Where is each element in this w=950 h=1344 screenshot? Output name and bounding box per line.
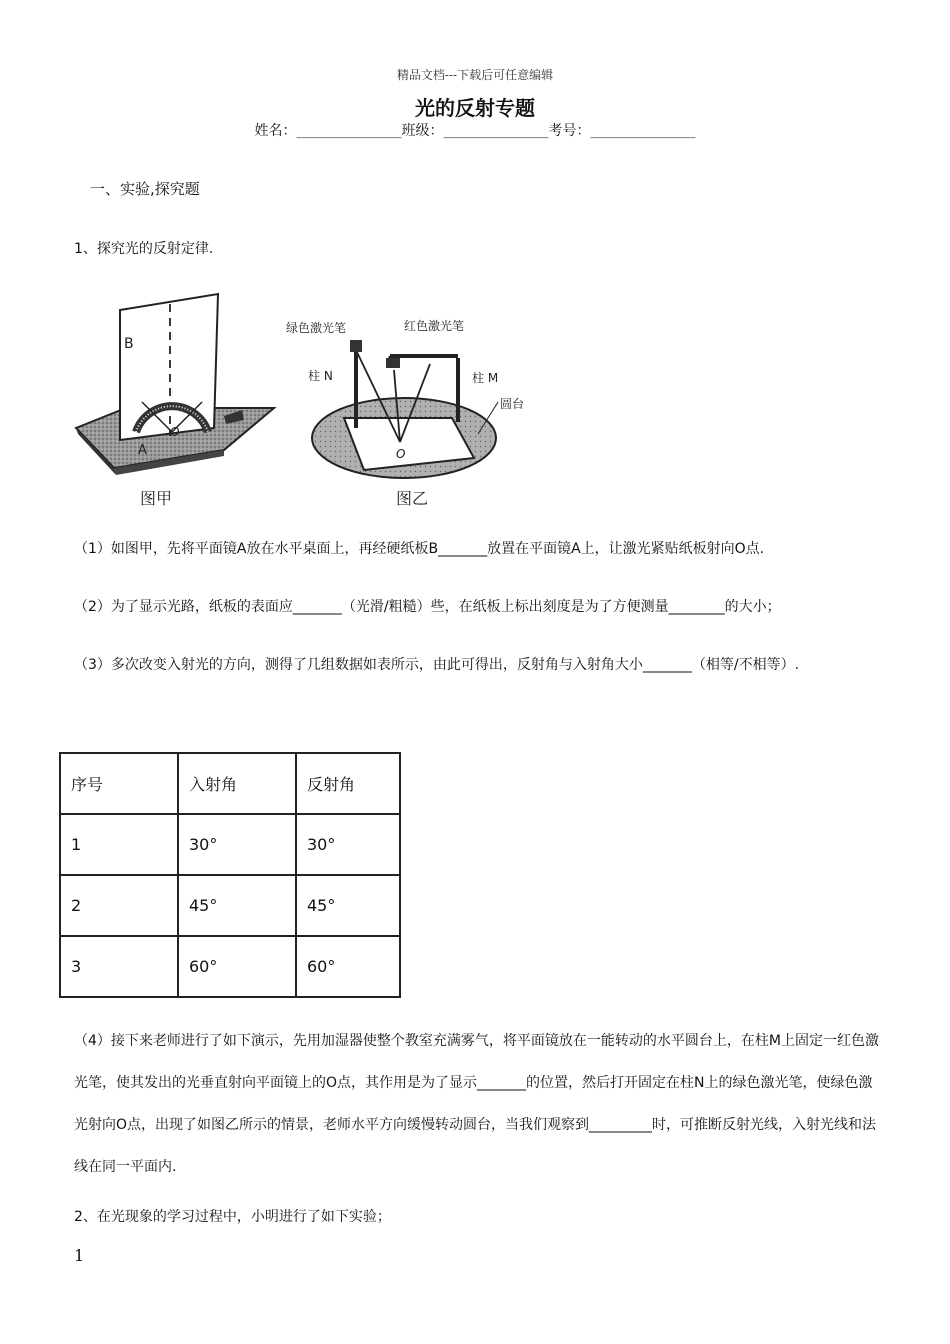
- student-info-line: 姓名：_______________班级：_______________考号：_______________: [254, 123, 696, 139]
- label-o-fig1: O: [170, 425, 180, 439]
- table-cell: 45°: [296, 875, 400, 936]
- label-a: A: [138, 443, 147, 458]
- page-title: 光的反射专题: [415, 96, 535, 120]
- table-row: [60, 936, 400, 997]
- question-1-stem: 1、探究光的反射定律.: [74, 241, 214, 257]
- table-header-row: [60, 753, 400, 814]
- table-cell: 2: [60, 875, 178, 936]
- question-2-stem: 2、在光现象的学习过程中，小明进行了如下实验；: [74, 1209, 391, 1225]
- table-header-cell: 序号: [60, 753, 178, 814]
- table-row: [60, 814, 400, 875]
- page-number: 1: [74, 1246, 85, 1265]
- question-1-part-4: （4）接下来老师进行了如下演示，先用加湿器使整个教室充满雾气，将平面镜放在一能转动的水平圆台上，在柱M上固定一红色激光笔，使其发出的光垂直射向平面镜上的O点，其作用是为了显示_______的位置，然后打开固定在柱N上的绿色激光笔，使绿色激光射向O点，出现了如图乙所示的情景，老师水平方向缓慢转动圆台，当我们观察到_________时，可推断反射光线，入射光线和法线在同一平面内.: [74, 1033, 879, 1175]
- table-cell: 45°: [178, 875, 296, 936]
- label-o-fig2: O: [396, 447, 406, 461]
- table-cell: 60°: [296, 936, 400, 997]
- label-red-laser: 红色激光笔: [404, 319, 465, 333]
- table-header-cell: 反射角: [296, 753, 400, 814]
- caption-fig2: 图乙: [396, 489, 429, 508]
- table-cell: 30°: [178, 814, 296, 875]
- figure-b-group: [286, 318, 524, 508]
- label-b: B: [124, 336, 134, 352]
- table-cell: 30°: [296, 814, 400, 875]
- question-1-part-3: （3）多次改变入射光的方向，测得了几组数据如表所示，由此可得出，反射角与入射角大小_______（相等/不相等）.: [74, 657, 800, 673]
- section-heading: 一、实验,探究题: [90, 180, 200, 198]
- figure-a-group: [76, 294, 274, 508]
- question-1-part-2: （2）为了显示光路，纸板的表面应_______（光滑/粗糙）些，在纸板上标出刻度是为了方便测量________的大小；: [74, 599, 781, 615]
- question-1-part-1: （1）如图甲，先将平面镜A放在水平桌面上，再经硬纸板B_______放置在平面镜A上，让激光紧贴纸板射向O点.: [74, 541, 765, 557]
- label-post-n: 柱 N: [308, 369, 333, 383]
- label-post-m: 柱 M: [472, 371, 499, 385]
- watermark-text: 精品文档---下载后可任意编辑: [396, 68, 554, 82]
- caption-fig1: 图甲: [140, 489, 173, 508]
- table-cell: 1: [60, 814, 178, 875]
- label-green-laser: 绿色激光笔: [286, 321, 347, 335]
- experiment-figure: [74, 290, 534, 520]
- label-platform: 圆台: [500, 397, 525, 411]
- table-row: [60, 875, 400, 936]
- table-header-cell: 入射角: [178, 753, 296, 814]
- table-cell: 60°: [178, 936, 296, 997]
- table-cell: 3: [60, 936, 178, 997]
- angle-data-table: [59, 752, 401, 998]
